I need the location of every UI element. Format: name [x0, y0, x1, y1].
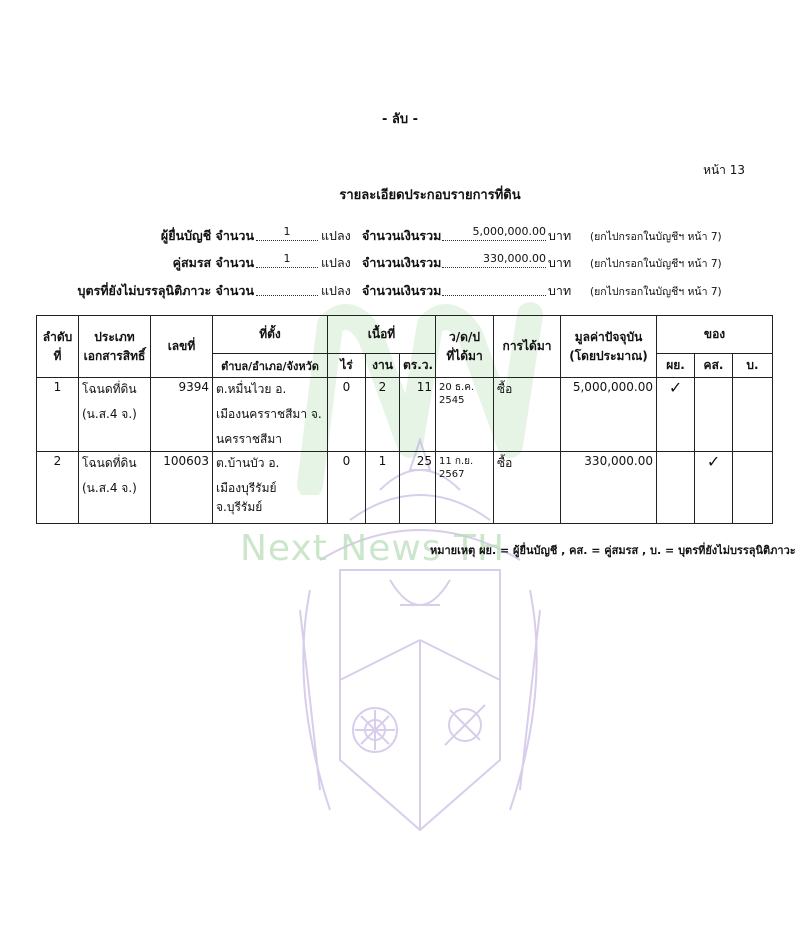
summary-row-spouse [0, 253, 800, 273]
header-acquired: การได้มา [494, 316, 561, 378]
summary-amount: 5,000,000.00 [442, 226, 546, 241]
header-owner-spouse: คส. [695, 354, 733, 378]
row-acquired: ซื้อ [494, 452, 561, 524]
header-no [37, 316, 79, 378]
row-no: 2 [37, 452, 79, 524]
row-doc-type-line1: โฉนดที่ดิน [82, 382, 137, 396]
row-value: 330,000.00 [561, 452, 657, 524]
header-owner-child: บ. [733, 354, 773, 378]
header-area-rai: ไร่ [328, 354, 366, 378]
row-doc-type-line2: (น.ส.4 จ.) [82, 407, 137, 421]
row-doc-type [79, 378, 151, 452]
header-doc-type [79, 316, 151, 378]
table-row [37, 378, 773, 452]
row-date: 11 ก.ย. 2567 [436, 452, 494, 524]
row-doc-type [79, 452, 151, 524]
summary-unit: แปลง [321, 255, 351, 270]
header-doc-type-line1: ประเภท [94, 329, 135, 344]
summary-amount: 330,000.00 [442, 253, 546, 268]
summary-note: (ยกไปกรอกในบัญชีฯ หน้า 7) [590, 286, 722, 298]
summary-note: (ยกไปกรอกในบัญชีฯ หน้า 7) [590, 258, 722, 270]
summary-currency: บาท [548, 228, 572, 243]
row-rai: 0 [328, 452, 366, 524]
header-date-line2: ที่ได้มา [446, 348, 483, 363]
summary-unit: แปลง [321, 228, 351, 243]
summary-label: ผู้ยื่นบัญชี จำนวน [160, 228, 254, 243]
row-location-line2: เมืองนครราชสีมา จ. [216, 407, 322, 421]
watermark-text: Next News TH [240, 528, 506, 569]
page-number: หน้า 13 [703, 163, 745, 177]
summary-count: 1 [256, 226, 318, 241]
row-doc-type-line2: (น.ส.4 จ.) [82, 481, 137, 495]
row-date: 20 ธ.ค. 2545 [436, 378, 494, 452]
header-area: เนื้อที่ [328, 316, 436, 354]
row-owner-spouse-check [695, 378, 733, 452]
row-ngan: 2 [366, 378, 400, 452]
table-row [37, 452, 773, 524]
header-no-line1: ลำดับ [42, 329, 73, 344]
summary-currency: บาท [548, 283, 572, 298]
header-doc-no: เลขที่ [151, 316, 213, 378]
row-owner-child-check [733, 378, 773, 452]
row-owner-spouse-check: ✓ [695, 452, 733, 524]
land-table [36, 315, 773, 524]
summary-row-child [0, 281, 800, 301]
summary-row-declarant [0, 226, 800, 246]
summary-total-label: จำนวนเงินรวม [362, 255, 442, 270]
classification-label: - ลับ - [381, 112, 419, 127]
header-location-sub: ตำบล/อำเภอ/จังหวัด [213, 354, 328, 378]
summary-total-label: จำนวนเงินรวม [362, 228, 442, 243]
summary-currency: บาท [548, 255, 572, 270]
header-value-line2: (โดยประมาณ) [569, 348, 648, 363]
header-date-line1: ว/ด/ป [449, 329, 480, 344]
row-acquired: ซื้อ [494, 378, 561, 452]
row-location-line3: นครราชสีมา [216, 432, 282, 446]
row-doc-no: 100603 [151, 452, 213, 524]
header-value [561, 316, 657, 378]
row-location-line1: ต.บ้านบัว อ. [216, 456, 280, 470]
summary-count [256, 281, 318, 296]
header-owner: ของ [657, 316, 773, 354]
header-area-ngan: งาน [366, 354, 400, 378]
summary-total-label: จำนวนเงินรวม [362, 283, 442, 298]
summary-count: 1 [256, 253, 318, 268]
row-ngan: 1 [366, 452, 400, 524]
summary-label: บุตรที่ยังไม่บรรลุนิติภาวะ จำนวน [77, 283, 254, 298]
summary-unit: แปลง [321, 283, 351, 298]
row-rai: 0 [328, 378, 366, 452]
table-header-row [37, 316, 773, 354]
page-title: รายละเอียดประกอบรายการที่ดิน [339, 188, 521, 203]
header-location: ที่ตั้ง [213, 316, 328, 354]
row-wa: 25 [400, 452, 436, 524]
header-area-wa: ตร.ว. [400, 354, 436, 378]
table-remark: หมายเหตุ ผย. = ผู้ยื่นบัญชี , คส. = คู่สมรส , บ. = บุตรที่ยังไม่บรรลุนิติภาวะ [430, 544, 796, 557]
row-location-line1: ต.หมื่นไวย อ. [216, 382, 287, 396]
row-owner-self-check: ✓ [657, 378, 695, 452]
summary-label: คู่สมรส จำนวน [172, 255, 254, 270]
header-no-line2: ที่ [53, 348, 62, 363]
row-value: 5,000,000.00 [561, 378, 657, 452]
row-no: 1 [37, 378, 79, 452]
row-location [213, 378, 328, 452]
row-location [213, 452, 328, 524]
header-doc-type-line2: เอกสารสิทธิ์ [83, 348, 146, 363]
summary-note: (ยกไปกรอกในบัญชีฯ หน้า 7) [590, 231, 722, 243]
row-wa: 11 [400, 378, 436, 452]
row-location-line2: เมืองบุรีรัมย์ จ.บุรีรัมย์ [216, 481, 277, 514]
header-date [436, 316, 494, 378]
header-value-line1: มูลค่าปัจจุบัน [574, 329, 643, 344]
row-doc-no: 9394 [151, 378, 213, 452]
row-owner-self-check [657, 452, 695, 524]
summary-amount [442, 281, 546, 296]
row-owner-child-check [733, 452, 773, 524]
row-doc-type-line1: โฉนดที่ดิน [82, 456, 137, 470]
header-owner-self: ผย. [657, 354, 695, 378]
